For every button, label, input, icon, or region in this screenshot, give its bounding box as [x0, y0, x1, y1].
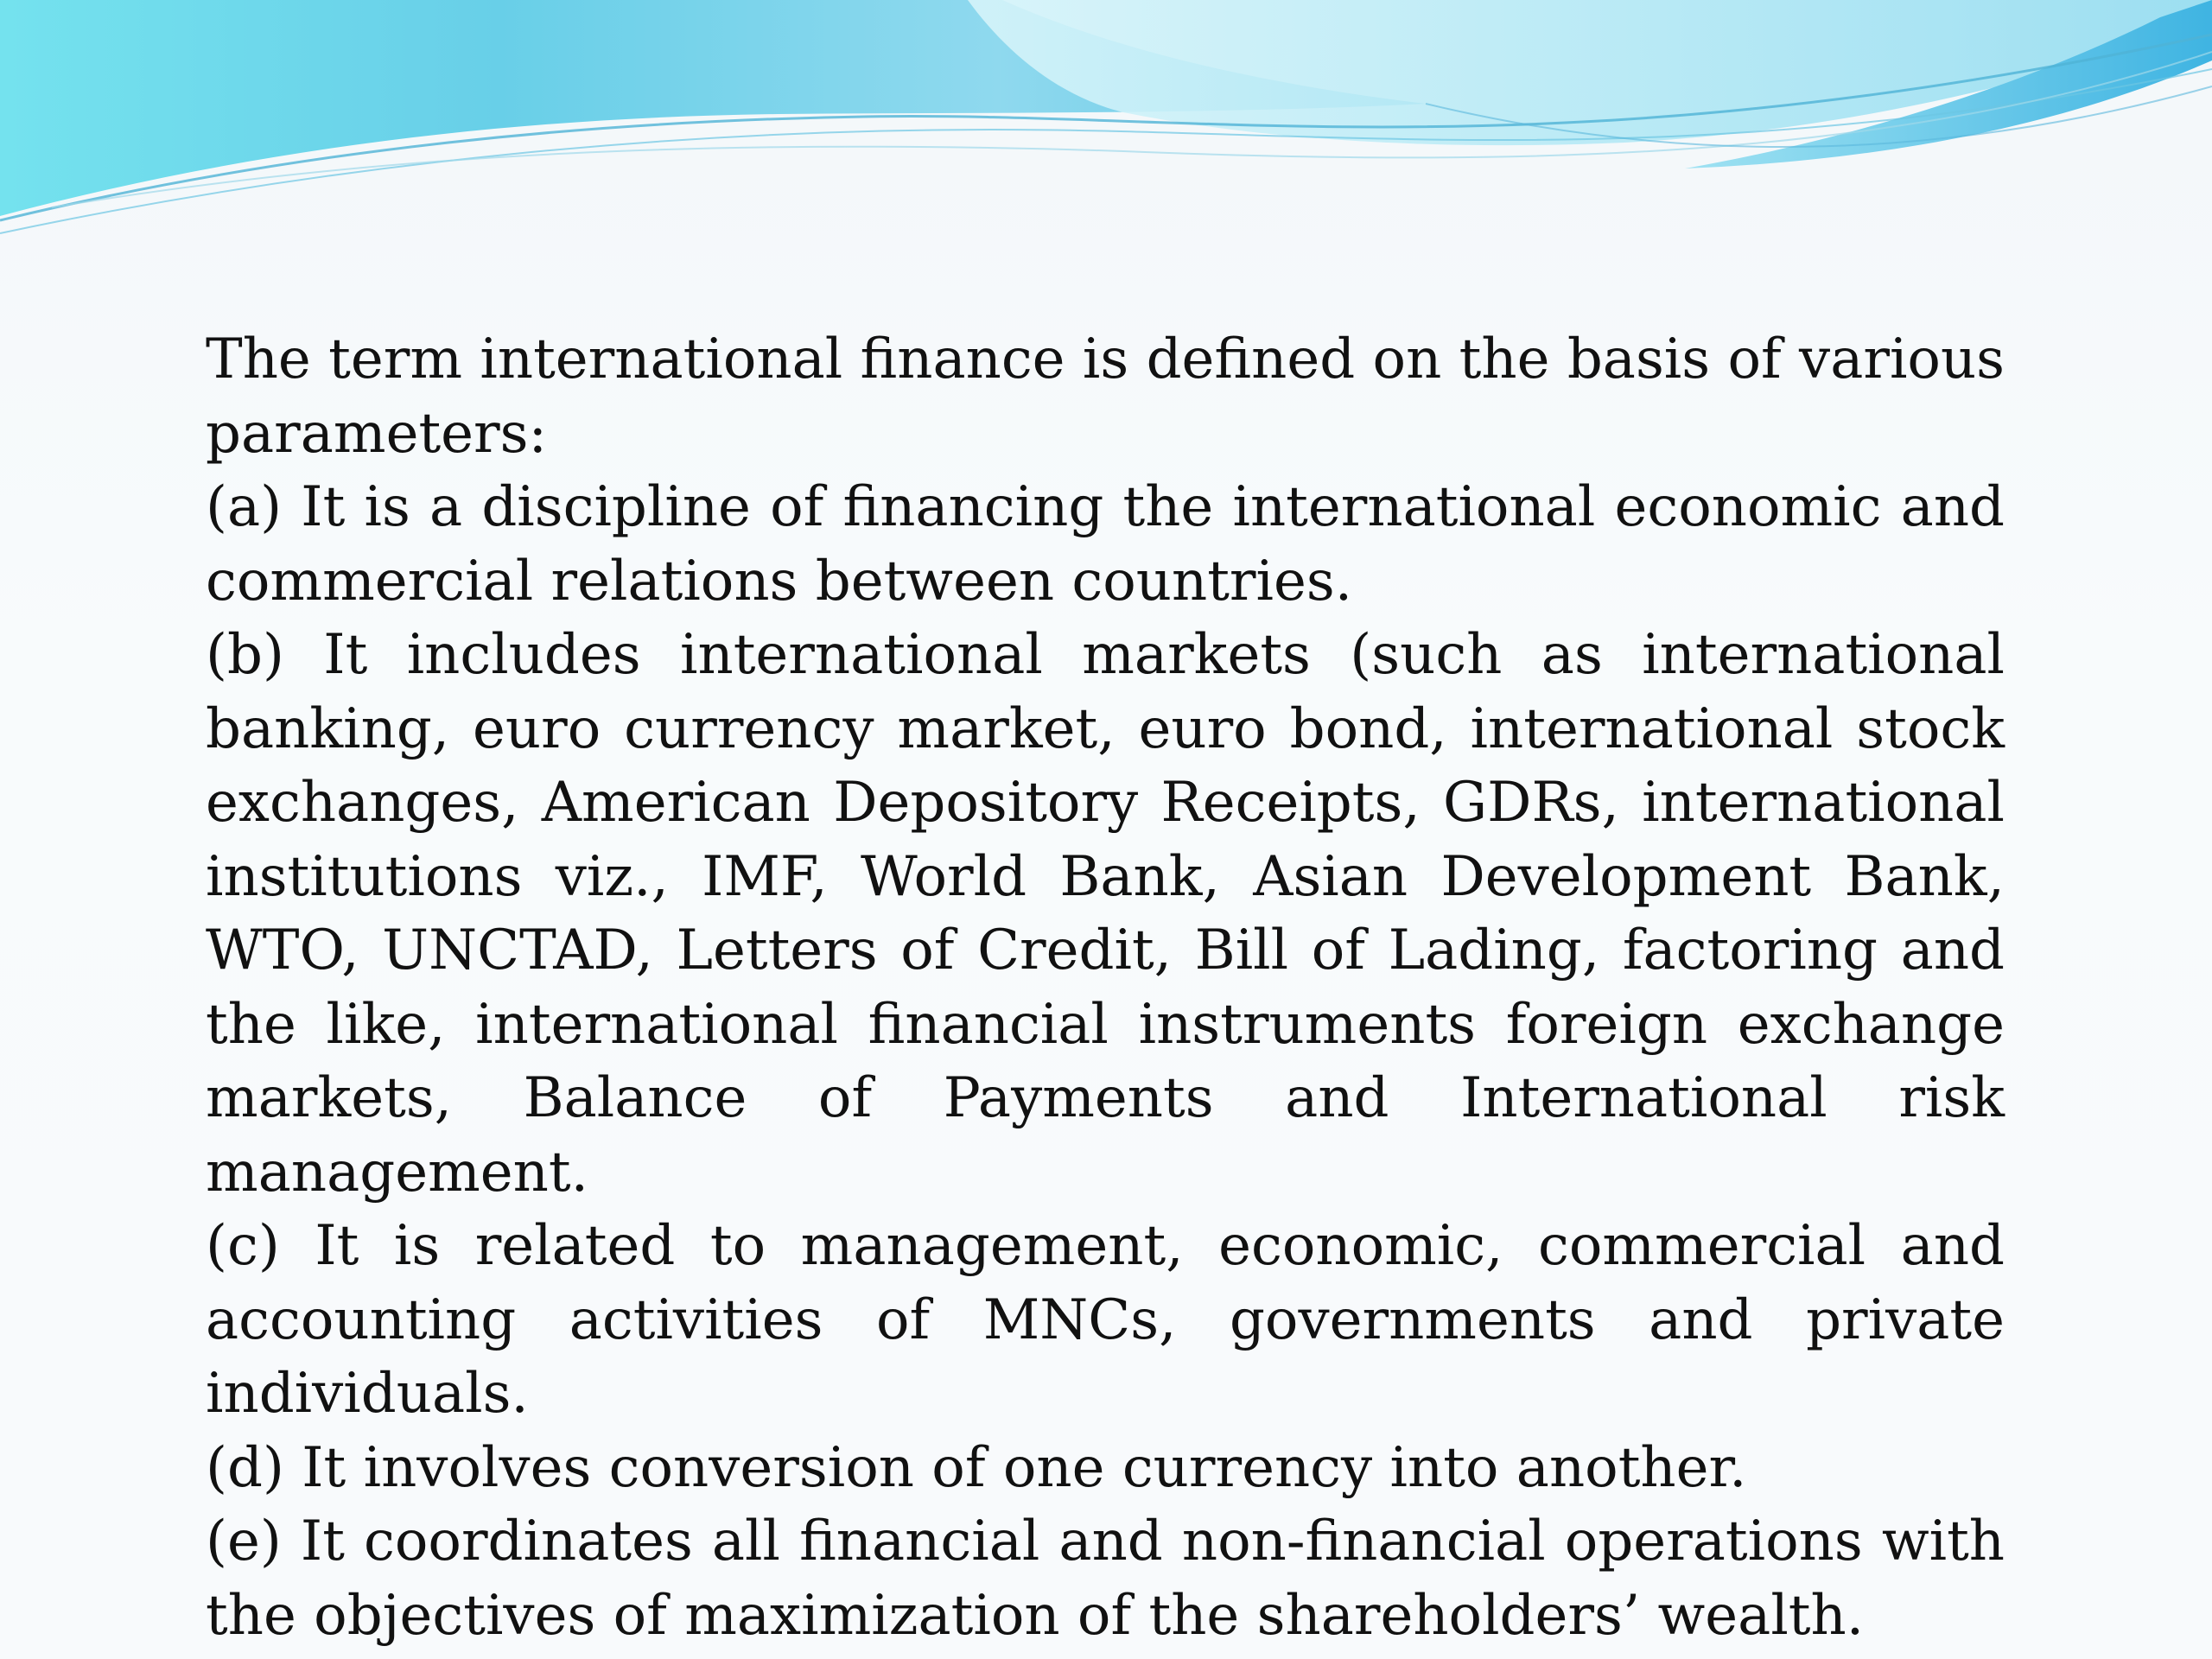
- paragraph-e: (e) It coordinates all financial and non-financial operations with the objectives of maximization of the shareholders’ wealth.: [206, 1510, 2005, 1648]
- paragraph-c: (c) It is related to management, economic, commercial and accounting activities of MNCs, governments and private individuals.: [206, 1214, 2005, 1426]
- slide-body-text: [206, 323, 2005, 1653]
- paragraph-a: (a) It is a discipline of financing the international economic and commercial relations between countries.: [206, 475, 2005, 613]
- paragraph-d: (d) It involves conversion of one currency into another.: [206, 1435, 1747, 1500]
- paragraph-intro: The term international finance is defined on the basis of various parameters:: [206, 327, 2005, 466]
- paragraph-b: (b) It includes international markets (such as international banking, euro currency market, euro bond, international stock exchanges, American Depository Receipts, GDRs, international institutions viz., IMF, World Bank, Asian Development Bank, WTO, UNCTAD, Letters of Credit, Bill of Lading, factoring and the like, international financial instruments foreign exchange markets, Balance of Payments and International risk management.: [206, 623, 2005, 1205]
- header-wave-decoration: [0, 0, 2212, 259]
